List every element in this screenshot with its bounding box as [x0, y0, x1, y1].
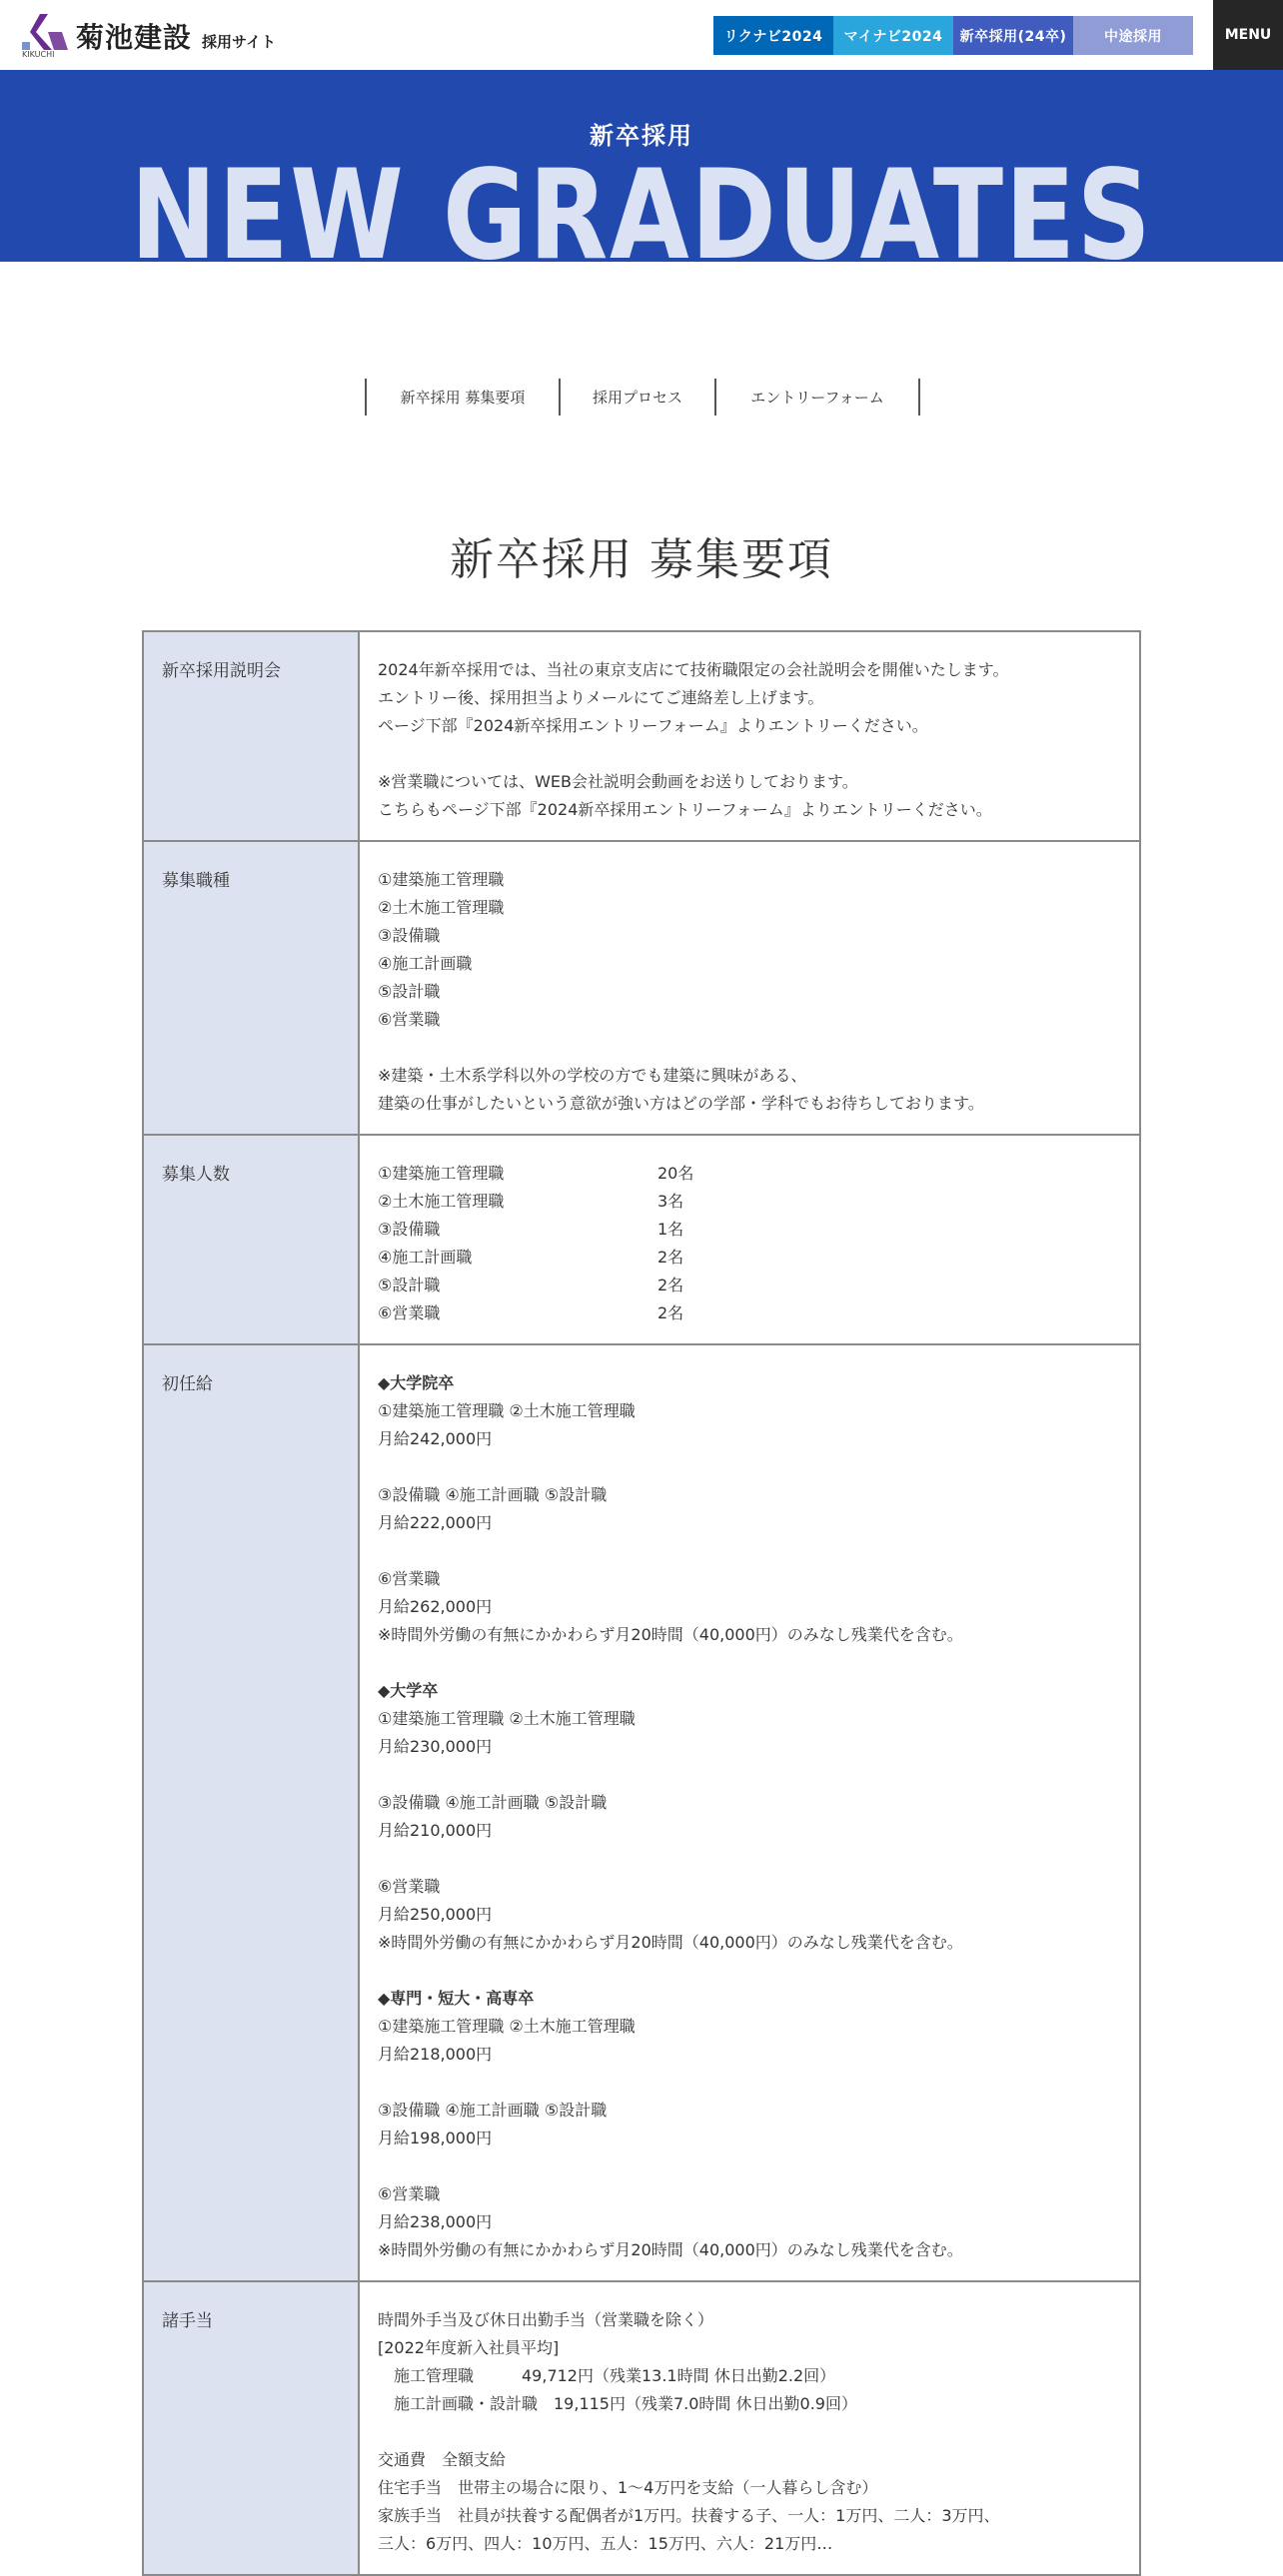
text-line: ④施工計画職: [378, 954, 473, 973]
text-line: 月給210,000円: [378, 1821, 493, 1840]
headcount-number: 2名: [657, 1248, 684, 1267]
section-title: 新卒採用 募集要項: [450, 534, 833, 585]
text-line: 三人：6万円、四人：10万円、五人：15万円、六人：21万円…: [378, 2534, 833, 2553]
text-line: 月給242,000円: [378, 1429, 493, 1448]
hero-subtitle: 新卒採用: [590, 122, 693, 150]
headcount-position: ⑤設計職: [378, 1276, 441, 1294]
row-value-seminar: [359, 631, 1140, 841]
subheading-line: ◆大学卒: [378, 1681, 439, 1700]
row-value-starting-salary: [359, 1344, 1140, 2281]
text-line: ※営業職については、WEB会社説明会動画をお送りしております。: [378, 772, 858, 791]
text-line: 施工計画職・設計職 19,115円（残業7.0時間 休日出勤0.9回）: [378, 2394, 857, 2413]
nav-rikunabi-label: リクナビ2024: [723, 28, 823, 45]
text-line: [378, 1537, 1121, 1565]
text-line: [2022年度新入社員平均]: [378, 2338, 560, 2357]
headcount-item: [378, 1216, 1121, 1244]
text-line: ⑥営業職: [378, 2184, 441, 2203]
menu-button[interactable]: [1213, 0, 1283, 70]
nav-new-grad-button[interactable]: [953, 16, 1073, 55]
table-row: [143, 631, 1140, 841]
headcount-position: ④施工計画職: [378, 1248, 473, 1267]
headcount-position: ⑥営業職: [378, 1303, 441, 1322]
anchor-entry-form-link[interactable]: エントリーフォーム: [716, 379, 920, 416]
text-line: ③設備職 ④施工計画職 ⑤設計職: [378, 1485, 608, 1504]
table-row: [143, 841, 1140, 1135]
row-label-allowances: 諸手当: [143, 2281, 359, 2575]
company-logo[interactable]: [22, 12, 276, 60]
site-header: [0, 0, 1283, 70]
text-line: ①建築施工管理職 ②土木施工管理職: [378, 2017, 636, 2036]
text-line: ※時間外労働の有無にかかわらず月20時間（40,000円）のみなし残業代を含む。: [378, 2240, 963, 2259]
headcount-position: ③設備職: [378, 1220, 441, 1239]
headcount-position: ①建築施工管理職: [378, 1164, 505, 1183]
text-line: 月給230,000円: [378, 1737, 493, 1756]
text-line: ⑥営業職: [378, 1010, 441, 1029]
text-line: 交通費 全額支給: [378, 2450, 507, 2469]
nav-mynavi-label: マイナビ2024: [843, 28, 943, 45]
nav-midcareer-button[interactable]: [1073, 16, 1193, 55]
text-line: [378, 740, 1121, 768]
text-line: ①建築施工管理職 ②土木施工管理職: [378, 1401, 636, 1420]
headcount-number: 2名: [657, 1303, 684, 1322]
text-line: こちらもページ下部『2024新卒採用エントリーフォーム』よりエントリーください。: [378, 800, 992, 819]
requirements-table: [142, 630, 1141, 2576]
text-line: [378, 1649, 1121, 1677]
row-label-headcount: 募集人数: [143, 1135, 359, 1344]
text-line: 住宅手当 世帯主の場合に限り、1〜4万円を支給（一人暮らし含む）: [378, 2478, 878, 2497]
row-value-positions: [359, 841, 1140, 1135]
text-line: [378, 1034, 1121, 1062]
text-line: [378, 2418, 1121, 2446]
text-line: 建築の仕事がしたいという意欲が強い方はどの学部・学科でもお待ちしております。: [378, 1094, 984, 1113]
text-line: ③設備職: [378, 926, 441, 945]
text-line: ⑤設計職: [378, 982, 441, 1001]
text-line: ⑥営業職: [378, 1877, 441, 1896]
text-line: ※建築・土木系学科以外の学校の方でも建築に興味がある、: [378, 1066, 807, 1085]
text-line: 月給250,000円: [378, 1905, 493, 1924]
text-line: 月給218,000円: [378, 2045, 493, 2064]
anchor-requirements-link[interactable]: 新卒採用 募集要項: [367, 379, 561, 416]
headcount-item: [378, 1272, 1121, 1299]
table-row: [143, 1344, 1140, 2281]
text-line: ※時間外労働の有無にかかわらず月20時間（40,000円）のみなし残業代を含む。: [378, 1625, 963, 1644]
text-line: 月給198,000円: [378, 2129, 493, 2147]
text-line: [378, 2069, 1121, 2097]
headcount-number: 3名: [657, 1192, 684, 1211]
text-line: 月給238,000円: [378, 2212, 493, 2231]
row-label-positions: 募集職種: [143, 841, 359, 1135]
table-row: [143, 1135, 1140, 1344]
table-row: [143, 2281, 1140, 2575]
headcount-item: [378, 1244, 1121, 1272]
text-line: エントリー後、採用担当よりメールにてご連絡差し上げます。: [378, 688, 824, 707]
headcount-number: 2名: [657, 1276, 684, 1294]
row-value-headcount: [359, 1135, 1140, 1344]
text-line: ページ下部『2024新卒採用エントリーフォーム』よりエントリーください。: [378, 716, 928, 735]
headcount-item: [378, 1188, 1121, 1216]
headcount-item: [378, 1160, 1121, 1188]
text-line: 時間外手当及び休日出勤手当（営業職を除く）: [378, 2310, 714, 2329]
subheading-line: ◆大学院卒: [378, 1373, 455, 1392]
text-line: 月給262,000円: [378, 1597, 493, 1616]
nav-mynavi-button[interactable]: [833, 16, 953, 55]
text-line: ※時間外労働の有無にかかわらず月20時間（40,000円）のみなし残業代を含む。: [378, 1933, 963, 1952]
text-line: ①建築施工管理職: [378, 870, 505, 889]
headcount-item: [378, 1299, 1121, 1327]
headcount-number: 20名: [657, 1164, 694, 1183]
anchor-process-link[interactable]: 採用プロセス: [561, 379, 716, 416]
row-label-seminar: 新卒採用説明会: [143, 631, 359, 841]
text-line: ⑥営業職: [378, 1569, 441, 1588]
menu-label: MENU: [1224, 27, 1272, 43]
text-line: 家族手当 社員が扶養する配偶者が1万円。扶養する子、一人：1万円、二人：3万円、: [378, 2506, 1000, 2525]
text-line: ③設備職 ④施工計画職 ⑤設計職: [378, 1793, 608, 1812]
page-anchor-nav: [365, 379, 920, 416]
headcount-number: 1名: [657, 1220, 684, 1239]
row-value-allowances: [359, 2281, 1140, 2575]
text-line: [378, 1761, 1121, 1789]
text-line: ③設備職 ④施工計画職 ⑤設計職: [378, 2101, 608, 2120]
text-line: [378, 2152, 1121, 2180]
logo-subtitle: 採用サイト: [202, 32, 276, 51]
hero-title: NEW GRADUATES: [130, 144, 1153, 262]
logo-small-text: KIKUCHI: [22, 50, 55, 59]
subheading-line: ◆専門・短大・高専卒: [378, 1989, 535, 2008]
nav-new-grad-label: 新卒採用(24卒): [959, 28, 1067, 45]
text-line: 2024年新卒採用では、当社の東京支店にて技術職限定の会社説明会を開催いたします。: [378, 660, 1009, 679]
headcount-position: ②土木施工管理職: [378, 1192, 505, 1211]
hero-banner: [0, 70, 1283, 262]
logo-text: 菊池建設: [76, 21, 193, 54]
nav-midcareer-label: 中途採用: [1104, 28, 1162, 45]
text-line: ①建築施工管理職 ②土木施工管理職: [378, 1709, 636, 1728]
row-label-starting-salary: 初任給: [143, 1344, 359, 2281]
nav-rikunabi-button[interactable]: [713, 16, 833, 55]
logo-mark-icon: [22, 12, 72, 60]
text-line: [378, 1957, 1121, 1985]
text-line: [378, 1453, 1121, 1481]
text-line: [378, 1845, 1121, 1873]
text-line: ②土木施工管理職: [378, 898, 505, 917]
text-line: 月給222,000円: [378, 1513, 493, 1532]
text-line: 施工管理職 49,712円（残業13.1時間 休日出勤2.2回）: [378, 2366, 836, 2385]
